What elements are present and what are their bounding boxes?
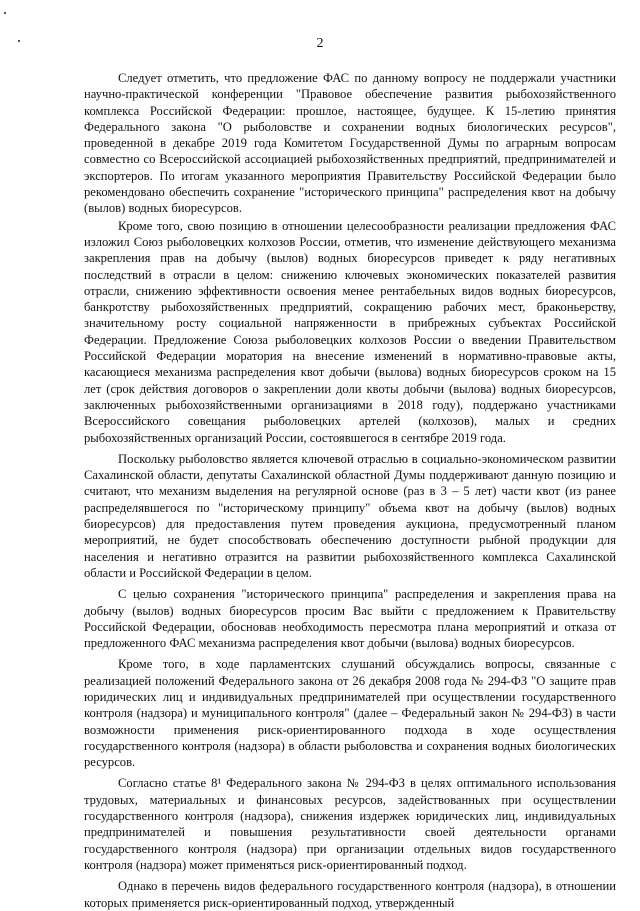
paragraph-article-8-1: Согласно статье 8¹ Федерального закона № 294-ФЗ в целях оптимального использования трудовых, материальных и финансовых ресурсов, задействованных при осуществлении государственного контроля (надзора), снижения издержек юридических лиц, индивидуальных предпринимателей и повышения результативности своей деятельности органами государственного контроля (надзора) при организации отдельных видов государственного контроля (надзора) может применяться риск-ориентированный подход. — [84, 776, 616, 872]
paragraph-sakhalin-duma-position: Поскольку рыболовство является ключевой отраслью в социально-экономическом развитии Сахалинской области, депутаты Сахалинской областной Думы поддерживают данную позицию и считают, что механизм выделения на регулярной основе (раз в 3 – 5 лет) части квот (из ранее распределявшегося по "историческому принципу" объема квот на добычу (вылов) водных биоресурсов) для предоставления путем проведения аукциона, предусмотренный планом мероприятий, не будет способствовать обеспечению доступности рыбной продукции для населения и негативно отразится на развитии рыбохозяйственного комплекса Сахалинской области и Российской Федерации в целом. — [84, 451, 616, 580]
paragraph-risk-approach-list: Однако в перечень видов федерального государственного контроля (надзора), в отношении которых применяется риск-ориентированный подход, утвержденный — [84, 879, 616, 910]
paragraph-fas-conference: Следует отметить, что предложение ФАС по данному вопросу не поддержали участники научно-практической конференции "Правовое обеспечение развития рыбохозяйственного комплекса Российской Федерации: прошлое, настоящее, будущее. К 15-летию принятия Федерального закона "О рыболовстве и сохранении водных биологических ресурсов", проведенной в декабре 2019 года Комитетом Государственной Думы по аграрным вопросам совместно со Всероссийской ассоциацией рыбохозяйственных предприятий, предпринимателей и экспортеров. По итогам указанного мероприятия Правительству Российской Федерации было рекомендовано обеспечить сохранение "исторического принципа" распределения квот на добычу (вылов) водных биоресурсов. — [84, 71, 616, 216]
paragraph-fishing-union-position: Кроме того, свою позицию в отношении целесообразности реализации предложения ФАС изложил Союз рыболовецких колхозов России, отметив, что изменение действующего механизма закрепления прав на добычу (вылов) водных биоресурсов приведет к ряду негативных последствий в отрасли в целом: снижению ключевых экономических показателей развития отрасли, снижению эффективности освоения менее рентабельных видов водных биоресурсов, банкротству рыбохозяйственных предприятий, сокращению рабочих мест, браконьерству, значительному росту социальной напряженности в прибрежных субъектах Российской Федерации. Предложение Союза рыболовецких колхозов России о введении Правительством Российской Федерации моратория на внесение изменений в нормативно-правовые акты, касающиеся механизма распределения квот добычи (вылова) водных биоресурсов сроком на 15 лет (срок действия договоров о закреплении доли квоты добычи (вылова) водных биоресурсов, заключенных рыбохозяйственными организациями в 2018 году), поддержано участниками Всероссийского совещания рыболовецких артелей (колхозов), малых и средних рыбохозяйственных организаций России, состоявшегося в сентябре 2019 года. — [84, 218, 616, 445]
document-body — [84, 70, 616, 911]
paragraph-request-to-government: С целью сохранения "исторического принципа" распределения и закрепления права на добычу (вылов) водных биоресурсов просим Вас выйти с предложением к Правительству Российской Федерации, обосновав необходимость пересмотра плана мероприятий и отказа от предложенного ФАС механизма распределения квот добычи (вылова) водных биоресурсов. — [84, 587, 616, 651]
paragraph-parliamentary-hearings: Кроме того, в ходе парламентских слушаний обсуждались вопросы, связанные с реализацией положений Федерального закона от 26 декабря 2008 года № 294-ФЗ "О защите прав юридических лиц и индивидуальных предпринимателей при осуществлении государственного контроля (надзора) и муниципального контроля" (далее – Федеральный закон № 294-ФЗ) в части возможности применения риск-ориентированного подхода в ходе осуществления государственного контроля (надзора) в области рыболовства и сохранения водных биологических ресурсов. — [84, 657, 616, 770]
page-number: 2 — [316, 36, 324, 51]
